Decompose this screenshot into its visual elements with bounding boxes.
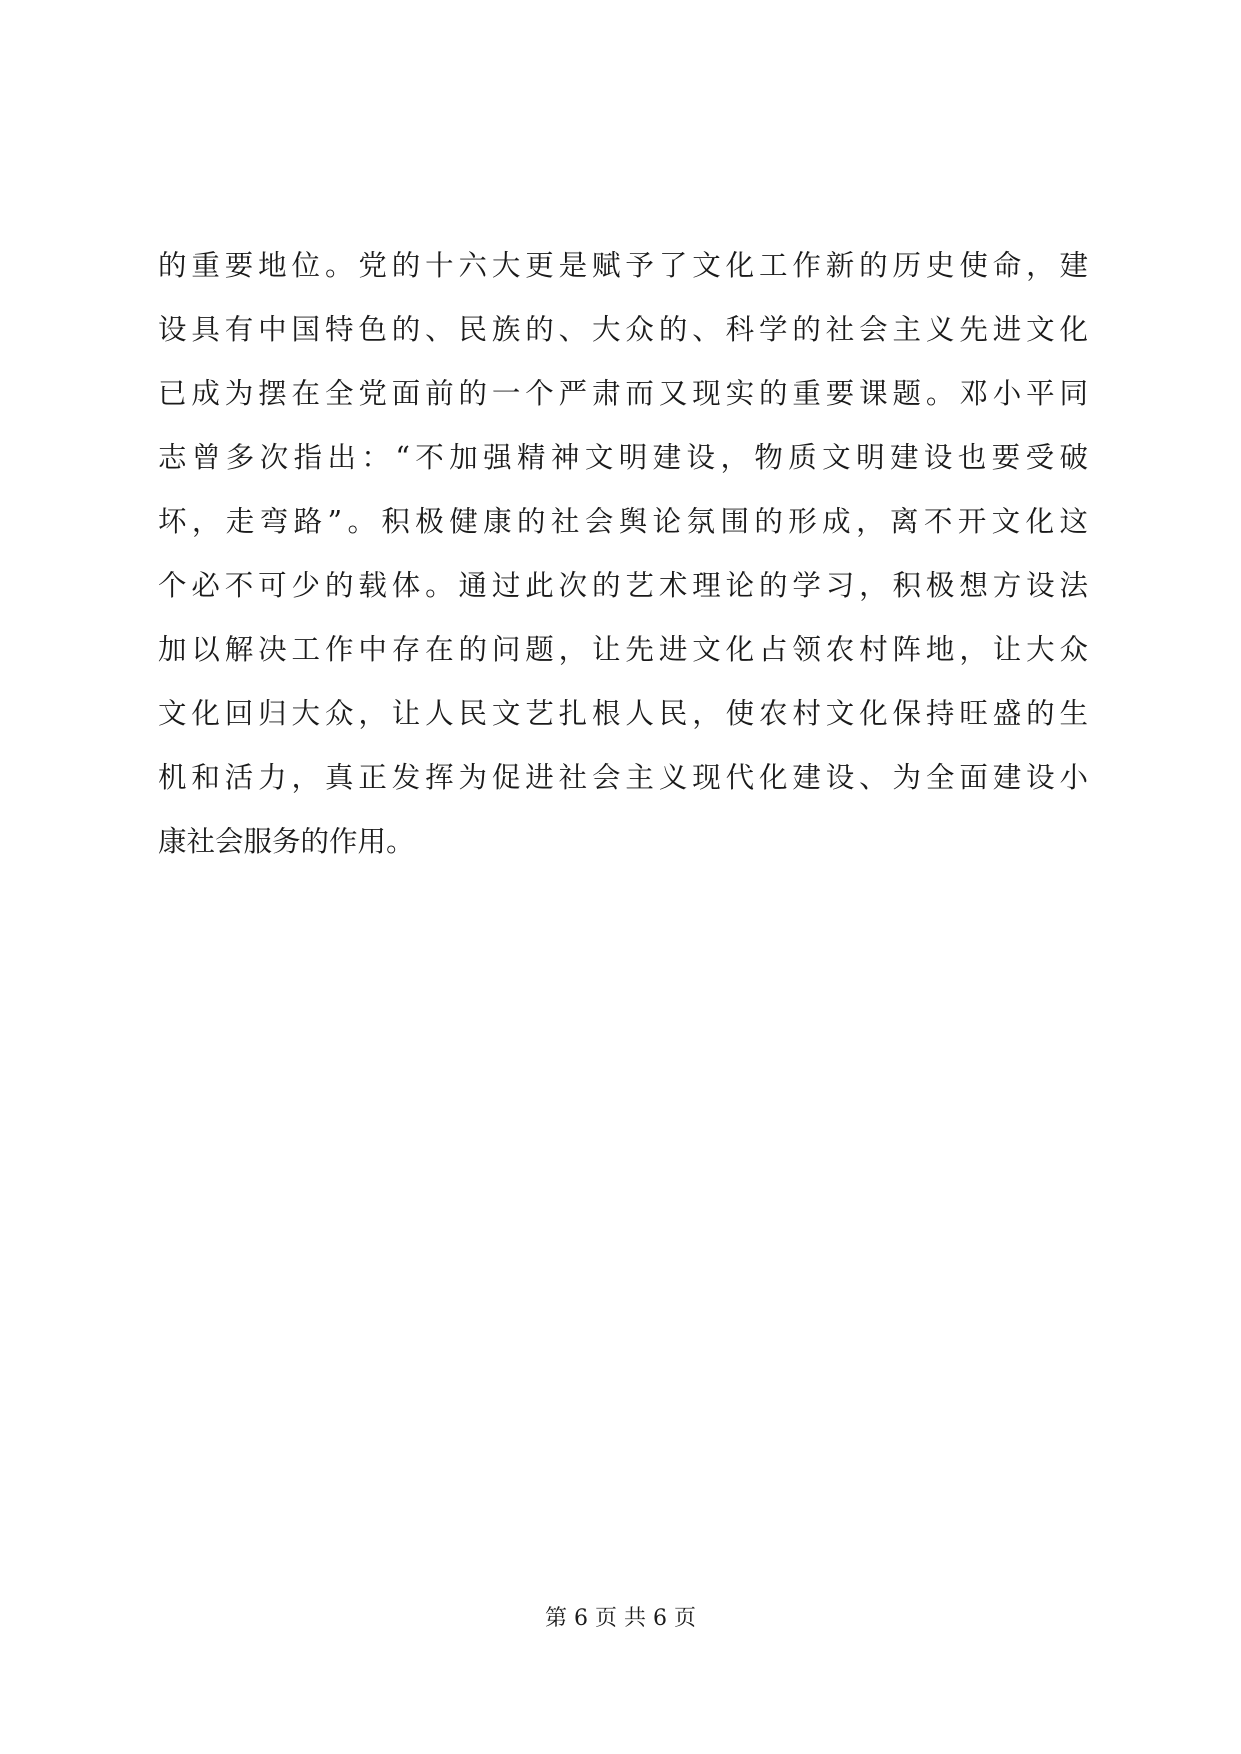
paragraph-line: 个必不可少的载体。通过此次的艺术理论的学习，积极想方设法: [158, 569, 1088, 602]
paragraph-line: 志曾多次指出：“不加强精神文明建设，物质文明建设也要受破: [158, 441, 1088, 474]
body-paragraph: [158, 234, 1088, 874]
paragraph-line: 已成为摆在全党面前的一个严肃而又现实的重要课题。邓小平同: [158, 377, 1088, 410]
paragraph-line: 机和活力，真正发挥为促进社会主义现代化建设、为全面建设小: [158, 761, 1088, 794]
page-number-footer: 第 6 页 共 6 页: [545, 1606, 696, 1631]
paragraph-line: 文化回归大众，让人民文艺扎根人民，使农村文化保持旺盛的生: [158, 697, 1088, 730]
paragraph-line: 设具有中国特色的、民族的、大众的、科学的社会主义先进文化: [158, 313, 1088, 346]
paragraph-line: 加以解决工作中存在的问题，让先进文化占领农村阵地，让大众: [158, 633, 1088, 666]
paragraph-line: 康社会服务的作用。: [158, 825, 415, 858]
paragraph-line: 坏，走弯路”。积极健康的社会舆论氛围的形成，离不开文化这: [158, 505, 1088, 538]
paragraph-line: 的重要地位。党的十六大更是赋予了文化工作新的历史使命，建: [158, 249, 1088, 282]
